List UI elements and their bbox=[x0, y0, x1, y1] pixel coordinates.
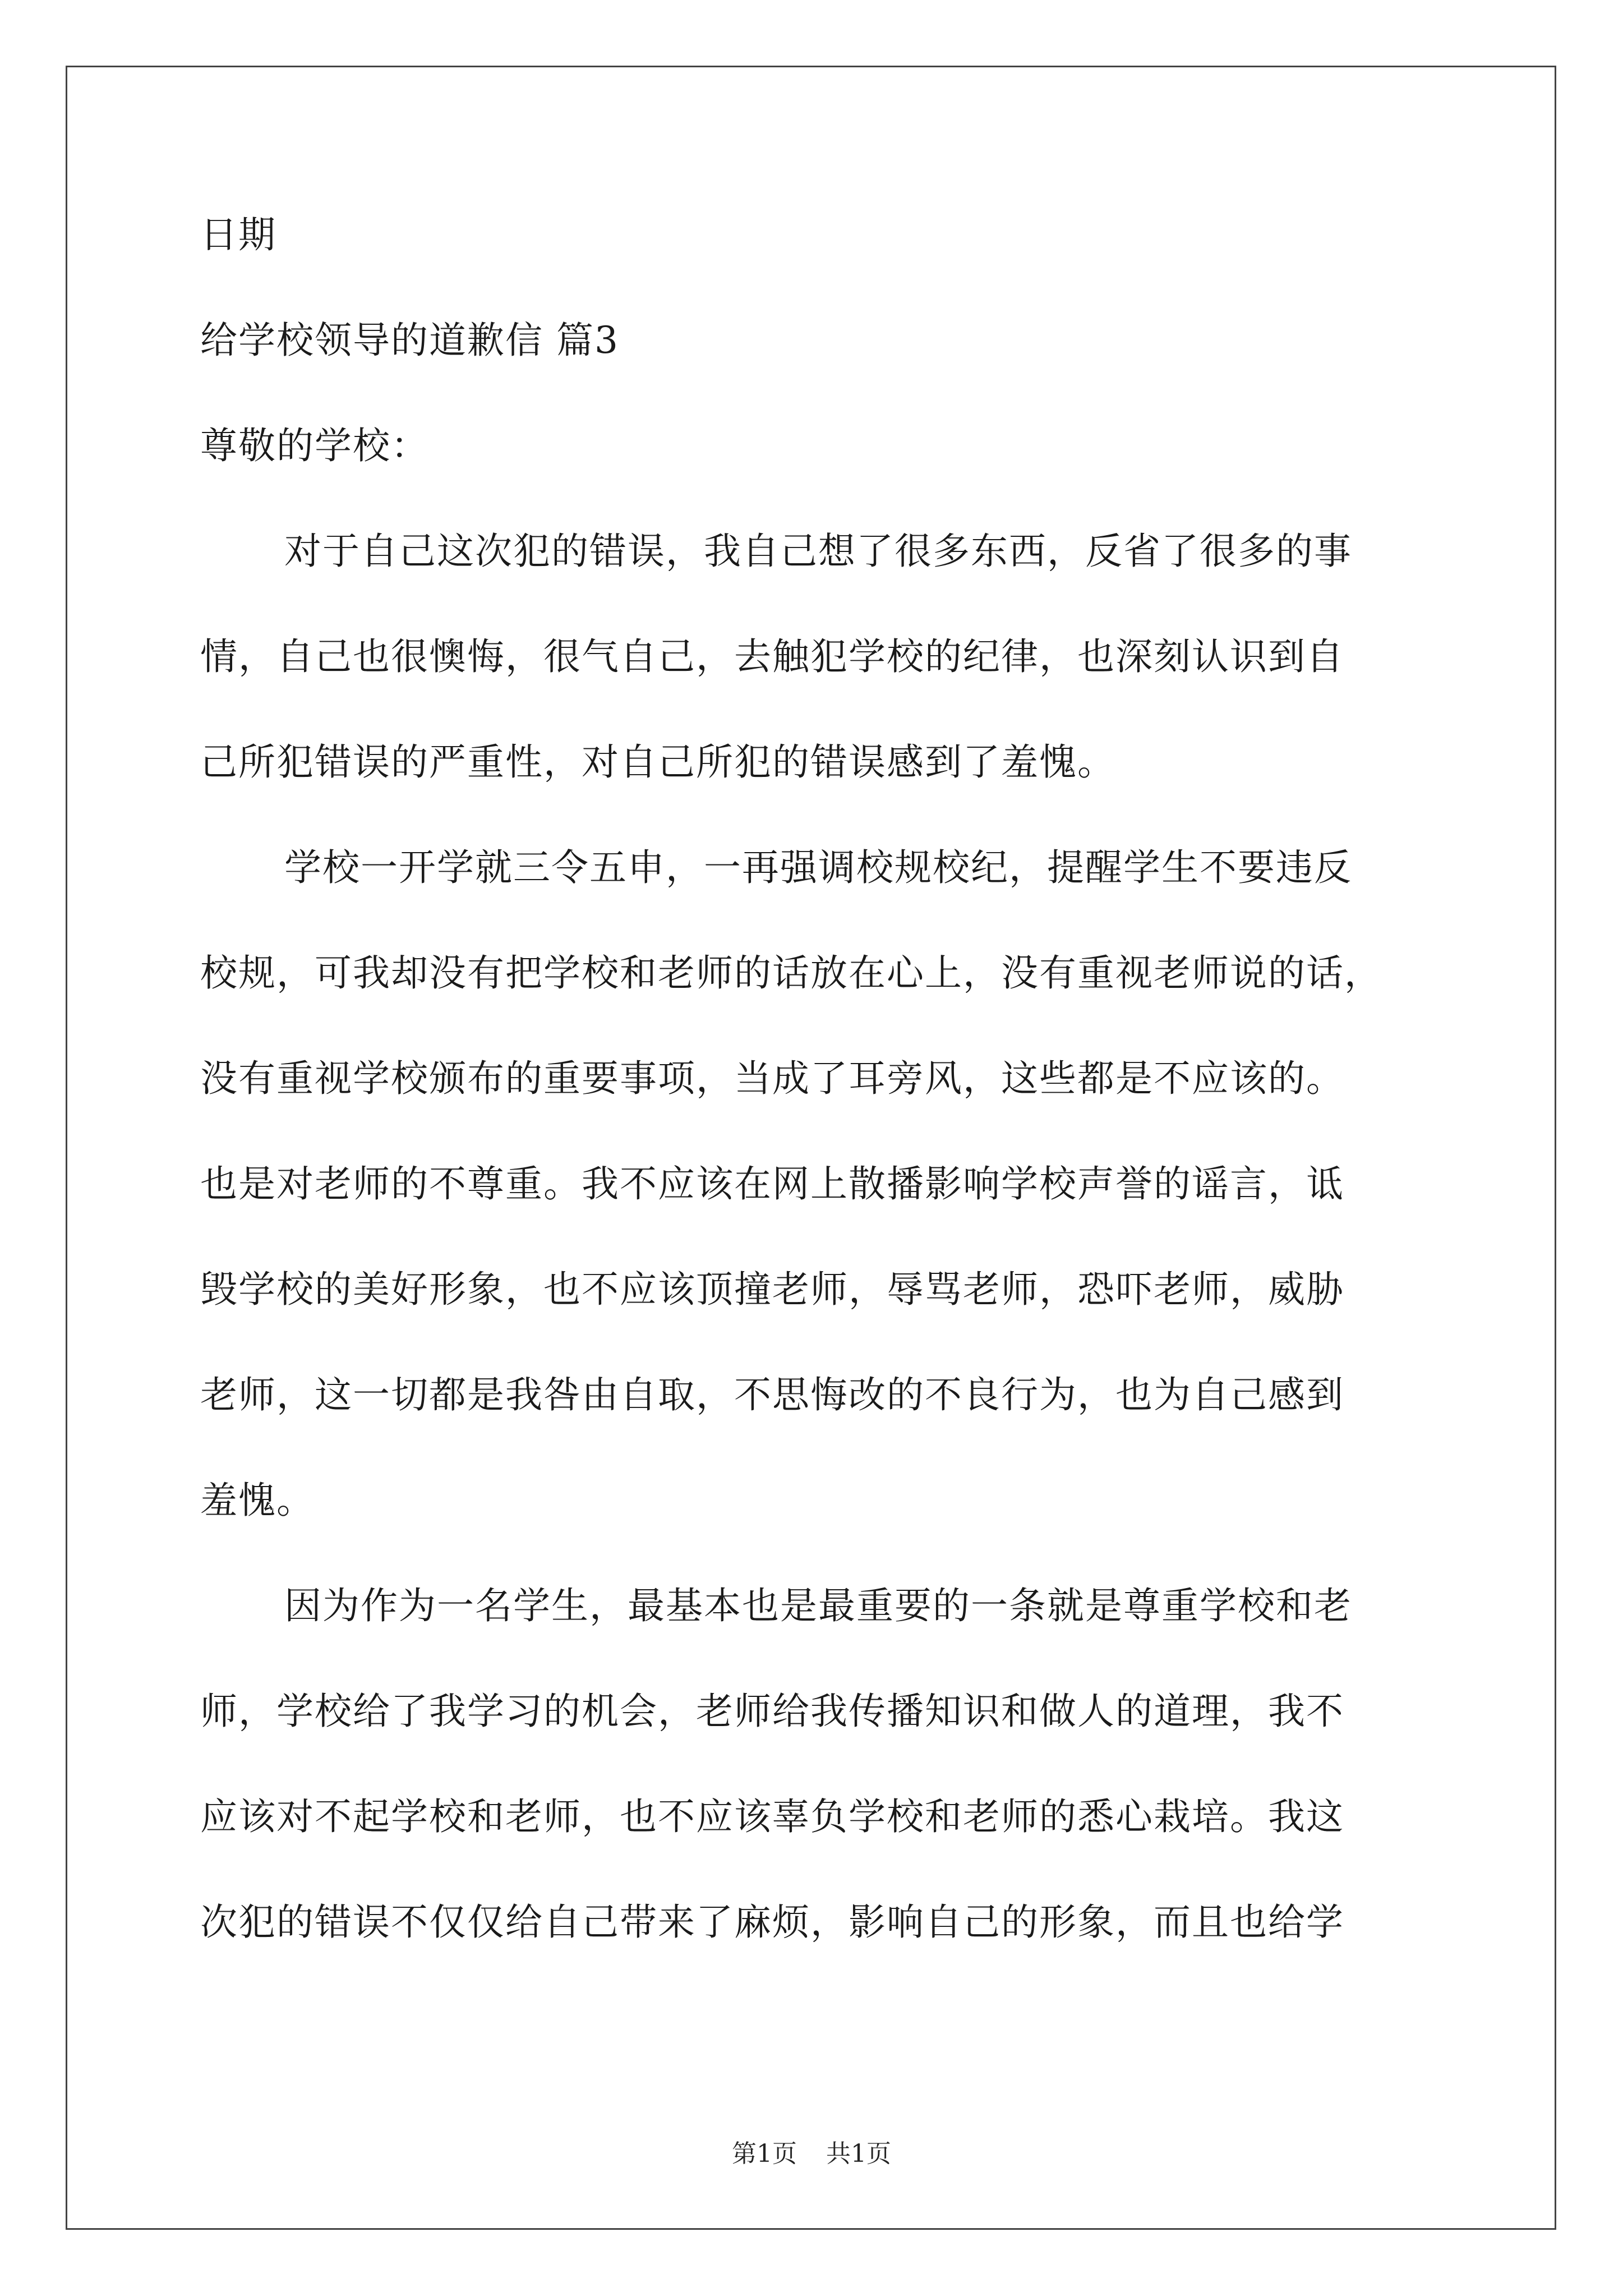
page-footer bbox=[0, 2140, 1623, 2168]
body-line: 也是对老师的不尊重。我不应该在网上散播影响学校声誉的谣言，诋 bbox=[200, 1162, 1344, 1205]
body-line: 因为作为一名学生，最基本也是最重要的一条就是尊重学校和老 bbox=[284, 1584, 1352, 1627]
salutation: 尊敬的学校： bbox=[200, 424, 429, 467]
body-line: 对于自己这次犯的错误，我自己想了很多东西，反省了很多的事 bbox=[284, 530, 1352, 573]
body-line: 己所犯错误的严重性，对自己所犯的错误感到了羞愧。 bbox=[200, 740, 1115, 784]
letter-heading: 给学校领导的道歉信 篇3 bbox=[200, 319, 619, 362]
page-number: 第1页 bbox=[732, 2139, 797, 2168]
body-line: 没有重视学校颁布的重要事项，当成了耳旁风，这些都是不应该的。 bbox=[200, 1057, 1344, 1100]
body-line: 老师，这一切都是我咎由自取，不思悔改的不良行为，也为自己感到 bbox=[200, 1373, 1344, 1416]
date-label: 日期 bbox=[200, 213, 276, 256]
body-line: 情，自己也很懊悔，很气自己，去触犯学校的纪律，也深刻认识到自 bbox=[200, 635, 1344, 678]
body-line: 次犯的错误不仅仅给自己带来了麻烦，影响自己的形象，而且也给学 bbox=[200, 1901, 1344, 1944]
page-total: 共1页 bbox=[826, 2139, 891, 2168]
body-line: 羞愧。 bbox=[200, 1479, 315, 1522]
body-line: 校规，可我却没有把学校和老师的话放在心上，没有重视老师说的话， bbox=[200, 951, 1382, 995]
body-line: 毁学校的美好形象，也不应该顶撞老师，辱骂老师，恐吓老师，威胁 bbox=[200, 1268, 1344, 1311]
body-line: 师，学校给了我学习的机会，老师给我传播知识和做人的道理，我不 bbox=[200, 1690, 1344, 1733]
body-line: 学校一开学就三令五申，一再强调校规校纪，提醒学生不要违反 bbox=[284, 846, 1352, 889]
body-line: 应该对不起学校和老师，也不应该辜负学校和老师的悉心栽培。我这 bbox=[200, 1795, 1344, 1838]
document-body bbox=[200, 213, 1468, 2009]
letter-body bbox=[200, 530, 1468, 1944]
